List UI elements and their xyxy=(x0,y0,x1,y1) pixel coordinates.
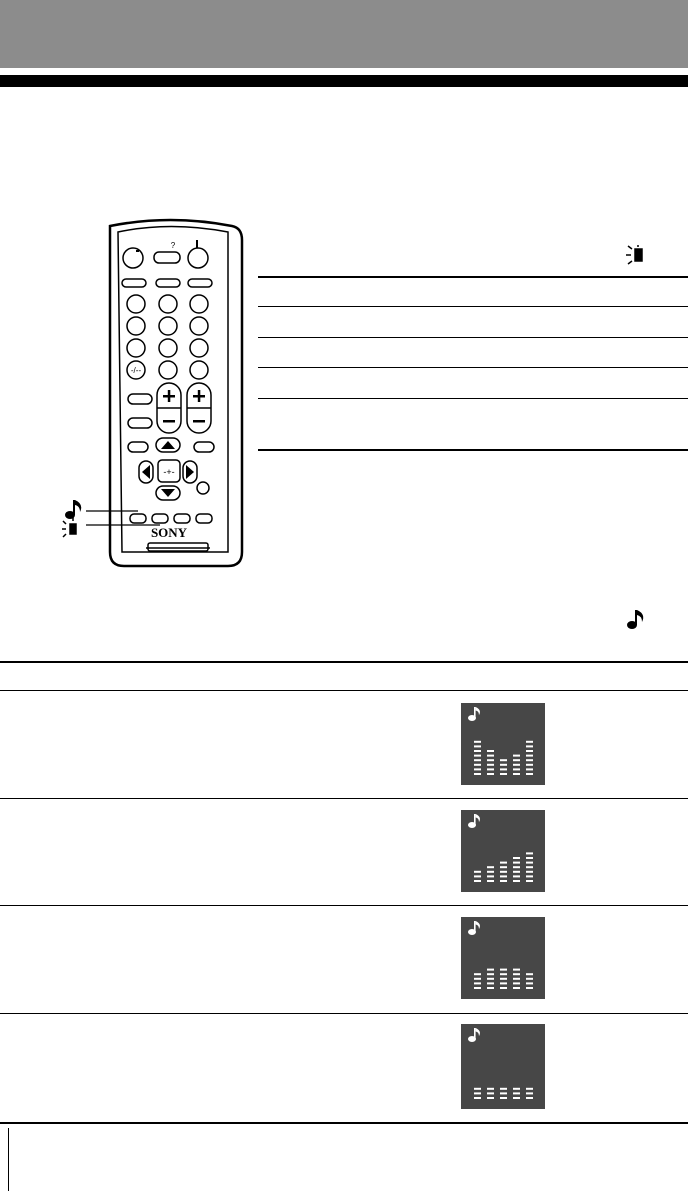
equalizer-band xyxy=(513,1088,520,1099)
equalizer-band xyxy=(526,973,533,989)
equalizer-segment xyxy=(526,982,533,984)
equalizer-segment xyxy=(474,745,481,747)
equalizer-segment xyxy=(487,755,494,757)
equalizer-band xyxy=(487,750,494,775)
return-button xyxy=(190,361,208,379)
equalizer-segment xyxy=(500,875,507,877)
equalizer-segment xyxy=(526,875,533,877)
equalizer-bars xyxy=(461,810,545,892)
equalizer-segment xyxy=(474,987,481,989)
equalizer-segment xyxy=(500,1088,507,1090)
sound-table-top-rule xyxy=(0,661,688,663)
equalizer-segment xyxy=(474,750,481,752)
equalizer-panel xyxy=(461,810,545,892)
picture-table-row-rule xyxy=(258,337,688,338)
equalizer-segment xyxy=(526,773,533,775)
equalizer-segment xyxy=(513,866,520,868)
input-button xyxy=(122,279,146,287)
picture-table-row-rule xyxy=(258,367,688,368)
equalizer-band xyxy=(513,755,520,775)
music-note-icon xyxy=(468,921,480,935)
equalizer-segment xyxy=(500,759,507,761)
equalizer-segment xyxy=(513,773,520,775)
equalizer-segment xyxy=(500,773,507,775)
equalizer-segment xyxy=(526,880,533,882)
section-rule xyxy=(0,75,688,87)
equalizer-band xyxy=(474,1088,481,1099)
equalizer-band xyxy=(474,871,481,882)
equalizer-segment xyxy=(513,969,520,971)
equalizer-segment xyxy=(474,871,481,873)
equalizer-band xyxy=(487,969,494,989)
equalizer-panel xyxy=(461,917,545,999)
equalizer-band xyxy=(474,973,481,989)
equalizer-band xyxy=(487,866,494,882)
equalizer-segment xyxy=(474,773,481,775)
equalizer-segment xyxy=(513,768,520,770)
equalizer-segment xyxy=(474,764,481,766)
equalizer-segment xyxy=(526,978,533,980)
equalizer-segment xyxy=(500,1097,507,1099)
equalizer-segment xyxy=(474,768,481,770)
picture-table-bottom-rule xyxy=(258,449,688,451)
sound-table-row-rule xyxy=(0,798,688,799)
equalizer-segment xyxy=(474,755,481,757)
equalizer-segment xyxy=(513,978,520,980)
equalizer-segment xyxy=(526,741,533,743)
equalizer-segment xyxy=(500,969,507,971)
picture-mode-table-icon xyxy=(624,245,646,267)
equalizer-segment xyxy=(513,982,520,984)
equalizer-segment xyxy=(474,1088,481,1090)
screen-button xyxy=(188,279,212,287)
equalizer-band xyxy=(500,969,507,989)
brand-logo: SONY xyxy=(150,525,188,540)
channel-toggle-label: -/-- xyxy=(130,366,142,375)
equalizer-segment xyxy=(487,969,494,971)
sound-table-header-rule xyxy=(0,690,688,691)
equalizer-segment xyxy=(513,764,520,766)
equalizer-segment xyxy=(513,857,520,859)
equalizer-segment xyxy=(513,755,520,757)
equalizer-segment xyxy=(526,768,533,770)
sound-table-row-rule xyxy=(0,905,688,906)
equalizer-segment xyxy=(526,755,533,757)
picture-table-row-rule xyxy=(258,398,688,399)
music-note-icon xyxy=(65,500,81,519)
equalizer-bars xyxy=(461,1024,545,1109)
sound-table-row-rule xyxy=(0,1013,688,1014)
equalizer-segment xyxy=(487,1092,494,1094)
sound-mode-table-icon xyxy=(624,608,646,630)
equalizer-segment xyxy=(526,871,533,873)
equalizer-panel xyxy=(461,1024,545,1109)
equalizer-segment xyxy=(513,1092,520,1094)
equalizer-segment xyxy=(487,773,494,775)
equalizer-band xyxy=(487,1088,494,1099)
equalizer-segment xyxy=(526,759,533,761)
music-note-icon xyxy=(468,1028,480,1042)
equalizer-segment xyxy=(500,768,507,770)
remote-control-illustration xyxy=(0,210,260,572)
equalizer-segment xyxy=(513,987,520,989)
equalizer-band xyxy=(526,741,533,775)
equalizer-segment xyxy=(513,862,520,864)
equalizer-segment xyxy=(500,764,507,766)
equalizer-segment xyxy=(526,987,533,989)
equalizer-band xyxy=(500,1088,507,1099)
equalizer-band xyxy=(500,862,507,882)
equalizer-segment xyxy=(500,987,507,989)
power-button xyxy=(188,248,208,268)
equalizer-segment xyxy=(487,875,494,877)
equalizer-segment xyxy=(487,1088,494,1090)
equalizer-segment xyxy=(474,880,481,882)
equalizer-segment xyxy=(526,1092,533,1094)
equalizer-segment xyxy=(526,852,533,854)
equalizer-segment xyxy=(500,973,507,975)
equalizer-segment xyxy=(487,871,494,873)
equalizer-segment xyxy=(513,973,520,975)
equalizer-segment xyxy=(487,987,494,989)
picture-table-top-rule xyxy=(258,276,688,278)
equalizer-segment xyxy=(474,978,481,980)
equalizer-segment xyxy=(487,768,494,770)
equalizer-segment xyxy=(487,759,494,761)
av-button xyxy=(156,279,180,287)
equalizer-band xyxy=(526,1088,533,1099)
sound-mode-button xyxy=(130,514,146,523)
equalizer-segment xyxy=(474,759,481,761)
equalizer-segment xyxy=(487,973,494,975)
page-margin-bar xyxy=(8,1128,9,1191)
equalizer-segment xyxy=(487,880,494,882)
teletext-info-button xyxy=(154,252,180,263)
equalizer-segment xyxy=(487,866,494,868)
picture-table-row-rule xyxy=(258,306,688,307)
equalizer-segment xyxy=(500,982,507,984)
equalizer-segment xyxy=(500,866,507,868)
picture-mode-icon xyxy=(62,517,76,537)
equalizer-segment xyxy=(526,862,533,864)
equalizer-segment xyxy=(526,1097,533,1099)
equalizer-segment xyxy=(474,1092,481,1094)
header-band xyxy=(0,0,688,68)
equalizer-bars xyxy=(461,917,545,999)
equalizer-band xyxy=(513,969,520,989)
equalizer-band xyxy=(513,857,520,882)
equalizer-segment xyxy=(513,1088,520,1090)
equalizer-segment xyxy=(474,982,481,984)
ok-label: -+- xyxy=(163,467,175,477)
equalizer-segment xyxy=(513,1097,520,1099)
equalizer-segment xyxy=(526,1088,533,1090)
equalizer-segment xyxy=(526,973,533,975)
equalizer-segment xyxy=(500,880,507,882)
equalizer-segment xyxy=(526,750,533,752)
equalizer-segment xyxy=(474,875,481,877)
equalizer-segment xyxy=(487,978,494,980)
sound-table-bottom-rule xyxy=(0,1122,688,1124)
picture-mode-button xyxy=(152,514,168,523)
equalizer-bars xyxy=(461,703,545,785)
equalizer-segment xyxy=(500,871,507,873)
equalizer-segment xyxy=(513,880,520,882)
equalizer-segment xyxy=(487,750,494,752)
equalizer-segment xyxy=(500,978,507,980)
teletext-info-label: ? xyxy=(170,241,176,250)
equalizer-segment xyxy=(487,982,494,984)
equalizer-band xyxy=(474,741,481,775)
equalizer-band xyxy=(526,852,533,882)
equalizer-segment xyxy=(526,745,533,747)
equalizer-segment xyxy=(474,741,481,743)
equalizer-segment xyxy=(526,857,533,859)
equalizer-segment xyxy=(526,866,533,868)
equalizer-segment xyxy=(500,862,507,864)
music-note-icon xyxy=(468,814,480,828)
equalizer-segment xyxy=(500,1092,507,1094)
equalizer-segment xyxy=(513,871,520,873)
equalizer-segment xyxy=(487,1097,494,1099)
equalizer-band xyxy=(500,759,507,775)
mute-button xyxy=(123,248,143,268)
equalizer-segment xyxy=(526,764,533,766)
equalizer-segment xyxy=(513,875,520,877)
equalizer-segment xyxy=(487,764,494,766)
equalizer-panel xyxy=(461,703,545,785)
equalizer-segment xyxy=(474,973,481,975)
equalizer-segment xyxy=(474,1097,481,1099)
music-note-icon xyxy=(468,707,480,721)
equalizer-segment xyxy=(513,759,520,761)
